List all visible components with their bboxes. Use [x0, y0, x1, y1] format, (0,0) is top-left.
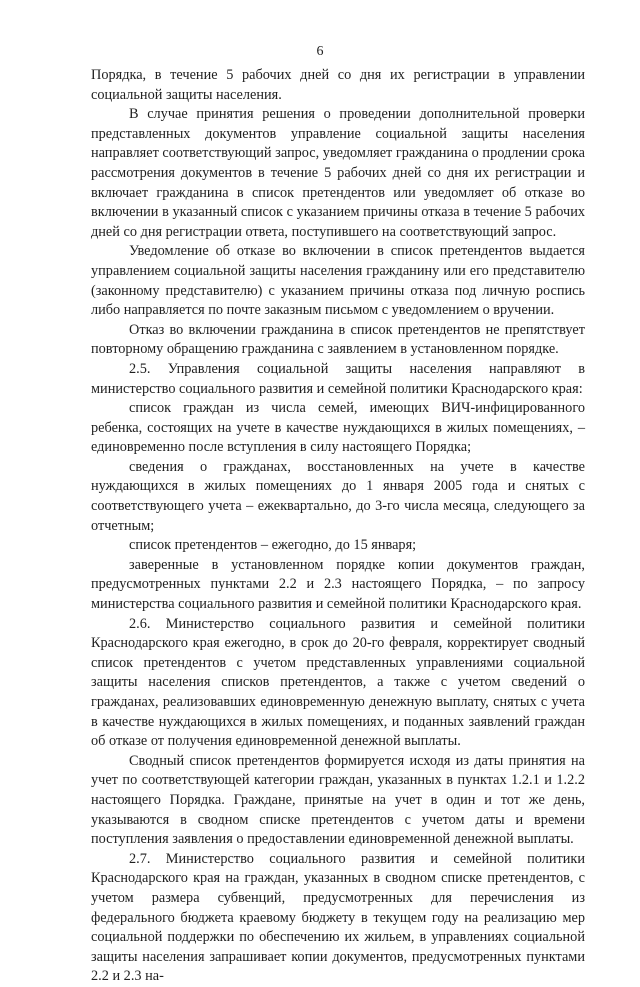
paragraph-refusal-notice: Уведомление об отказе во включении в список претендентов выдается управлением социальной защиты населения гражданину или его представителю (законному представителю) с указанием причины отказа под личную роспись либо направляется по почте заказным письмом с уведомлением о вручении.: [91, 243, 585, 319]
paragraph-hiv-families-list: список граждан из числа семей, имеющих ВИЧ-инфицированного ребенка, состоящих на учете в качестве нуждающихся в жилых помещениях, – единовременно после вступления в силу настоящего Порядка;: [91, 400, 585, 456]
paragraph-continuation: Порядка, в течение 5 рабочих дней со дня их регистрации в управлении социальной защиты населения.: [91, 67, 585, 103]
paragraph-repeat-application: Отказ во включении гражданина в список претендентов не препятствует повторному обращению гражданина с заявлением в установленном порядке.: [91, 321, 585, 358]
paragraph-additional-check: В случае принятия решения о проведении дополнительной проверки представленных документов управление социальной защиты населения направляет соответствующий запрос, уведомляет гражданина о продлении срока рассмотрения документов в течение 5 рабочих дней со дня их регистрации и включает гражданина в список претендентов или уведомляет об отказе во включении в указанный список с указанием причины отказа в течение 5 рабочих дней со дня регистрации ответа, поступившего на соответствующий запрос.: [91, 106, 585, 240]
paragraph-candidates-list: список претендентов – ежегодно, до 15 января;: [129, 537, 417, 554]
paragraph-summary-list: Сводный список претендентов формируется исходя из даты принятия на учет по соответствующей категории граждан, указанных в пунктах 1.2.1 и 1.2.2 настоящего Порядка. Граждане, принятые на учет в один и тот же день, указываются в сводном списке претендентов с учетом даты и времени поступления заявления о предоставлении единовременной денежной выплаты.: [91, 752, 585, 848]
paragraph-clause-2-6: 2.6. Министерство социального развития и семейной политики Краснодарского края ежегодно, в срок до 20-го февраля, корректирует сводный список претендентов с учетом представленных управлениями социальной защиты населения списков претендентов, а также с учетом сведений о гражданах, реализовавших единовременную денежную выплату, снятых с учета в качестве нуждающихся в жилых помещениях, и поданных заявлений граждан об отказе от получения единовременной денежной выплаты.: [91, 615, 585, 750]
paragraph-restored-citizens: сведения о гражданах, восстановленных на учете в качестве нуждающихся в жилых помещениях до 1 января 2005 года и снятых с соответствующего учета – ежеквартально, до 3-го числа месяца, следующего за отчетным;: [91, 458, 585, 534]
paragraph-clause-2-7: 2.7. Министерство социального развития и семейной политики Краснодарского края на граждан, указанных в сводном списке претендентов, с учетом размера субвенций, предусмотренных для перечисления из федерального бюджета краевому бюджету в текущем году на реализацию мер социальной поддержки по обеспечению их жильем, в управлениях социальной защиты населения запрашивает копии документов, предусмотренных пунктами 2.2 и 2.3 на-: [91, 850, 585, 985]
document-body: [91, 66, 585, 987]
page-number: 6: [316, 44, 324, 59]
paragraph-clause-2-5: 2.5. Управления социальной защиты населения направляют в министерство социального развития и семейной политики Краснодарского края:: [91, 360, 585, 397]
paragraph-certified-copies: заверенные в установленном порядке копии документов граждан, предусмотренных пунктами 2.2 и 2.3 настоящего Порядка, – по запросу министерства социального развития и семейной политики Краснодарского края.: [91, 556, 585, 613]
